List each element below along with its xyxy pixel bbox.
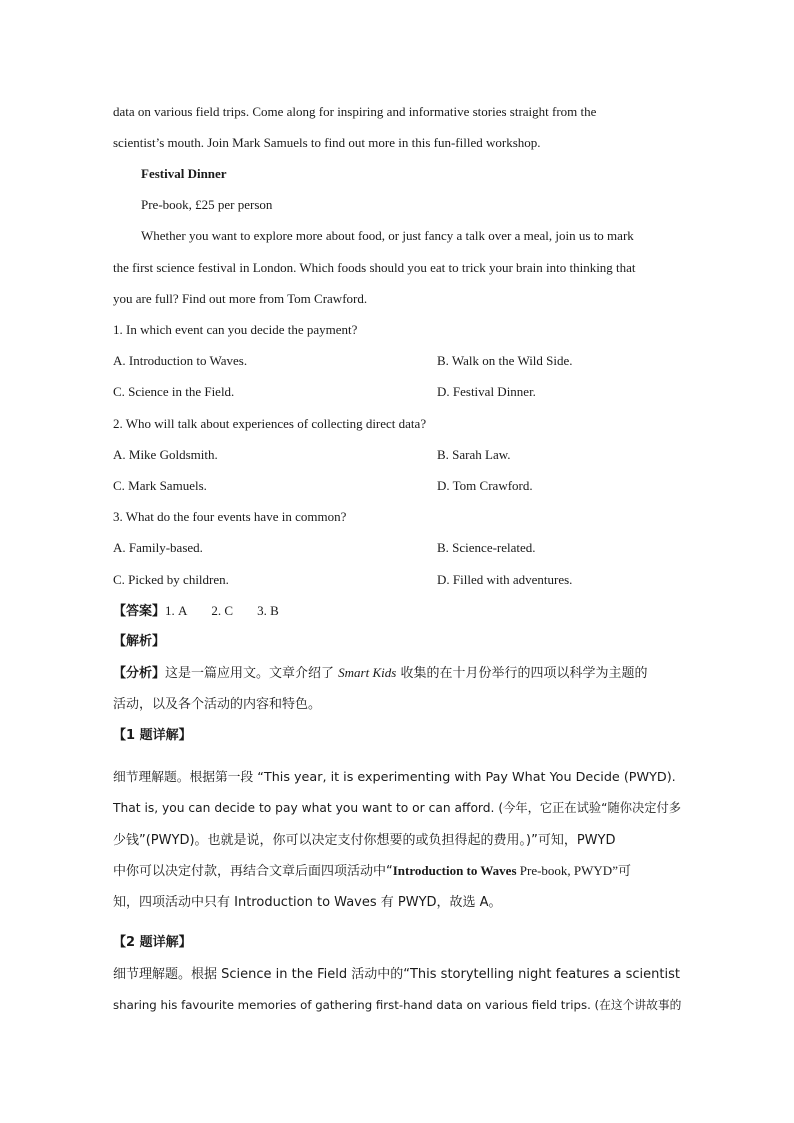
analysis-line: 细节理解题。根据 Science in the Field 活动中的“This storytelling night features a scientist — [113, 967, 680, 982]
question-2: 2. Who will talk about experiences of collecting direct data? — [113, 416, 427, 431]
passage-line: you are full? Find out more from Tom Crawford. — [113, 291, 368, 306]
event-title-festival-dinner: Festival Dinner — [141, 166, 227, 181]
analysis-line: 知，四项活动中只有 Introduction to Waves 有 PWYD，故选 A。 — [113, 895, 502, 910]
analysis-line: That is, you can decide to pay what you want to or can afford. (今年，它正在试验“随你决定付多 — [113, 801, 681, 815]
analysis-line: sharing his favourite memories of gathering first-hand data on various field trips. (在这个讲故事的 — [113, 998, 682, 1012]
analysis-fenxi-line: 【分析】这是一篇应用文。文章介绍了 Smart Kids 收集的在十月份举行的四项以科学为主题的 — [113, 665, 648, 681]
option-a: A. Family-based. — [113, 540, 203, 555]
q2-detail-tag: 【2 题详解】 — [113, 935, 192, 950]
analysis-line: 细节理解题。根据第一段 “This year, it is experimenting with Pay What You Decide (PWYD). — [113, 770, 676, 785]
option-a: A. Mike Goldsmith. — [113, 447, 218, 462]
passage-line: Whether you want to explore more about food, or just fancy a talk over a meal, join us to mark — [141, 228, 634, 243]
question-1: 1. In which event can you decide the payment? — [113, 322, 358, 337]
option-b: B. Science-related. — [437, 540, 536, 555]
fenxi-tag: 【分析】 — [113, 666, 166, 681]
passage-line: data on various field trips. Come along for inspiring and informative stories straight from the — [113, 104, 597, 119]
analysis-line: 活动，以及各个活动的内容和特色。 — [113, 697, 322, 712]
analysis-line: 少钱”(PWYD)。也就是说，你可以决定支付你想要的或负担得起的费用。)”可知，PWYD — [113, 833, 616, 848]
answer-2: 2. C — [211, 603, 234, 618]
passage-line: the first science festival in London. Which foods should you eat to trick your brain into thinking that — [113, 260, 636, 275]
option-b: B. Walk on the Wild Side. — [437, 353, 573, 368]
option-c: C. Science in the Field. — [113, 384, 235, 399]
q1-detail-tag: 【1 题详解】 — [113, 728, 192, 743]
answer-3: 3. B — [257, 603, 279, 618]
option-d: D. Tom Crawford. — [437, 478, 533, 493]
passage-line: scientist’s mouth. Join Mark Samuels to find out more in this fun-filled workshop. — [113, 135, 541, 150]
event-price: Pre-book, £25 per person — [141, 197, 273, 212]
analysis-tag: 【解析】 — [113, 634, 166, 649]
analysis-line: 中你可以决定付款，再结合文章后面四项活动中“Introduction to Waves Pre-book, PWYD”可 — [113, 863, 631, 879]
option-b: B. Sarah Law. — [437, 447, 511, 462]
answer-tag: 【答案】 — [113, 604, 166, 619]
answer-line — [113, 602, 683, 620]
option-a: A. Introduction to Waves. — [113, 353, 248, 368]
option-d: D. Festival Dinner. — [437, 384, 536, 399]
option-c: C. Picked by children. — [113, 572, 229, 587]
option-d: D. Filled with adventures. — [437, 572, 573, 587]
question-3: 3. What do the four events have in common? — [113, 509, 347, 524]
option-c: C. Mark Samuels. — [113, 478, 207, 493]
answer-1: 1. A — [165, 603, 188, 618]
